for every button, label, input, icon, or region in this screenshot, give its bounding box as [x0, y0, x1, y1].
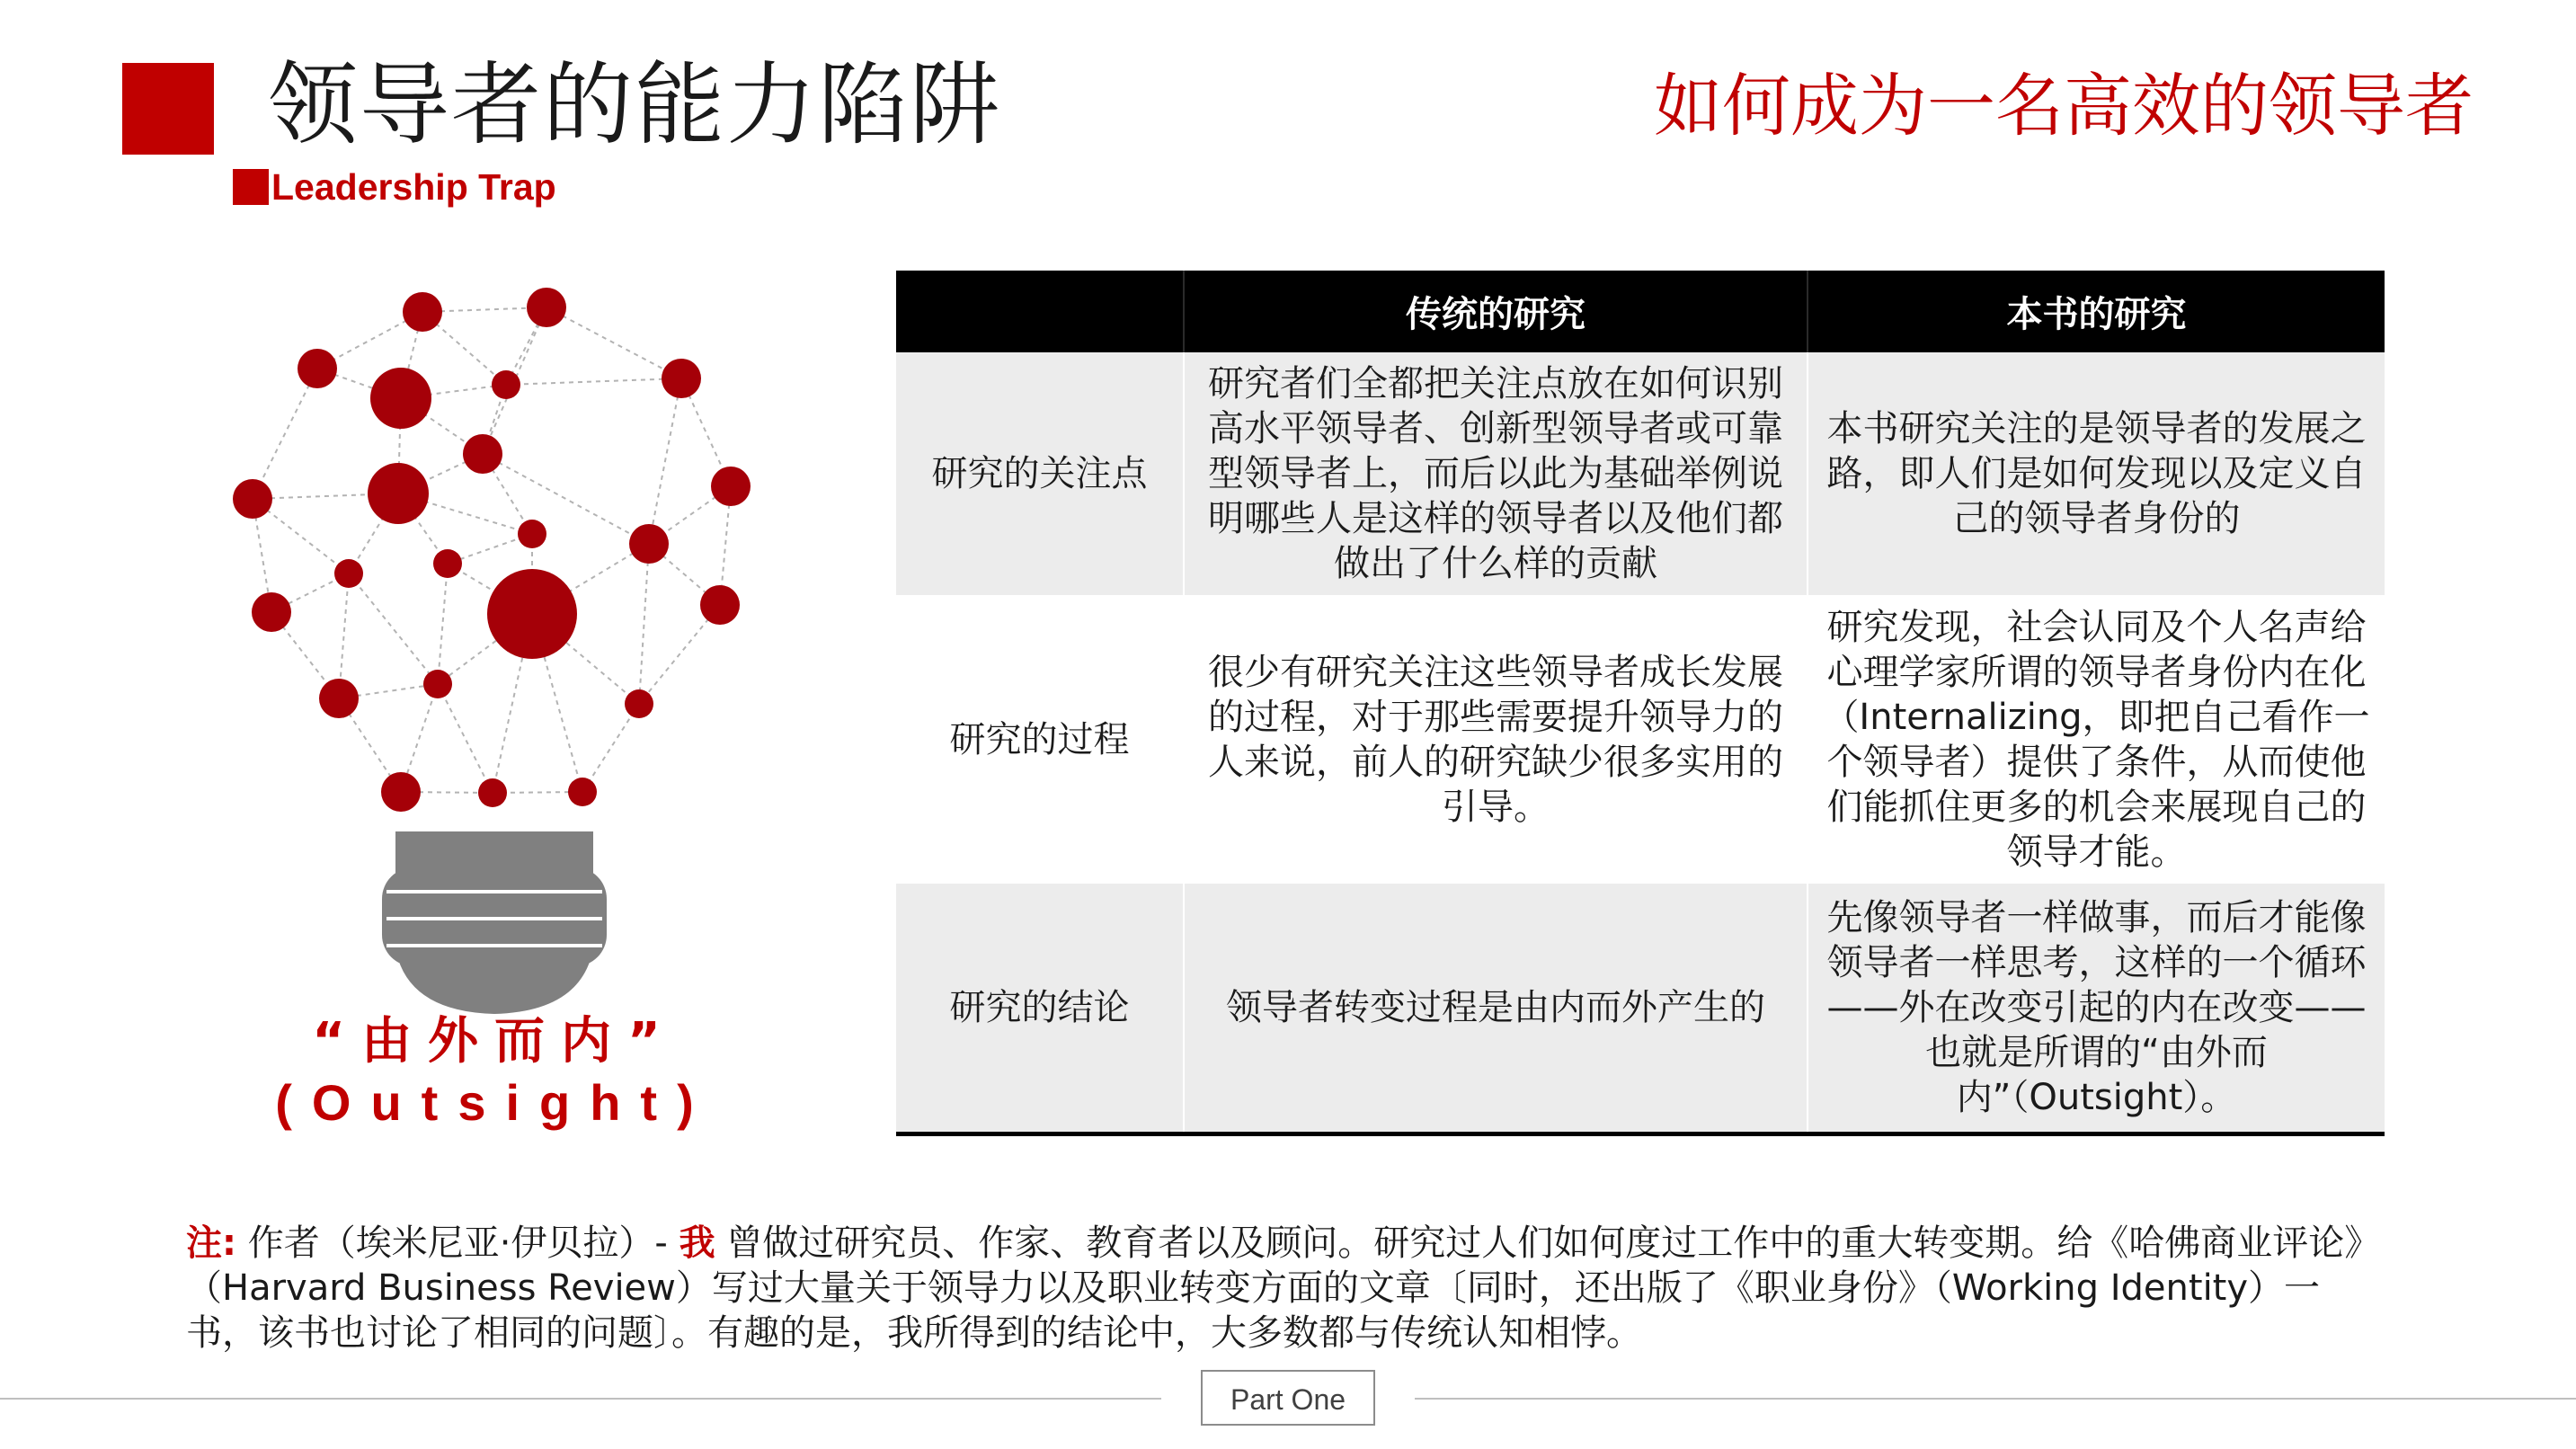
- network-nodes: [233, 288, 751, 812]
- table-header-row: [896, 271, 2385, 352]
- book-cell: 研究发现，社会认同及个人名声给心理学家所谓的领导者身份内在化（Internalizing，即把自己看作一个领导者）提供了条件，从而使他们能抓住更多的机会来展现自己的领导才能。: [1808, 595, 2385, 884]
- footer-divider-left: [0, 1398, 1161, 1400]
- row-label: 研究的关注点: [896, 352, 1184, 595]
- bulb-socket: [382, 831, 607, 1014]
- table-row: [896, 884, 2385, 1133]
- note-highlight: 我: [679, 1222, 715, 1264]
- subtitle-accent-square: [233, 169, 269, 205]
- header-traditional-research: 传统的研究: [1184, 271, 1808, 352]
- traditional-cell: 研究者们全都把关注点放在如何识别高水平领导者、创新型领导者或可靠型领导者上，而后以此为基础举例说明哪些人是这样的领导者以及他们都做出了什么样的贡献: [1184, 352, 1808, 595]
- note-text-part2: 曾做过研究员、作家、教育者以及顾问。研究过人们如何度过工作中的重大转变期。给《哈佛商业评论》（Harvard Business Review）写过大量关于领导力以及职业转变方面的文章〔同时，还出版了《职业身份》（Working Identity）一书，该书也讨论了相同的问题〕。有趣的是，我所得到的结论中，大多数都与传统认知相悖。: [186, 1222, 2363, 1354]
- comparison-table: [896, 271, 2385, 1136]
- row-label: 研究的结论: [896, 884, 1184, 1133]
- book-cell: 先像领导者一样做事，而后才能像领导者一样思考，这样的一个循环——外在改变引起的内在改变——也就是所谓的“由外而内”（Outsight）。: [1808, 884, 2385, 1133]
- bulb-caption: [216, 1011, 773, 1133]
- page-title: 领导者的能力陷阱: [268, 52, 1001, 157]
- note-text-part1: 作者（埃米尼亚·伊贝拉）-: [236, 1222, 680, 1264]
- part-one-label: Part One: [1201, 1370, 1375, 1426]
- caption-outsight-chinese: “由外而内”: [312, 1012, 677, 1071]
- lightbulb-network-illustration: [216, 270, 773, 1016]
- traditional-cell: 领导者转变过程是由内而外产生的: [1184, 884, 1808, 1133]
- row-label: 研究的过程: [896, 595, 1184, 884]
- page-subtitle: Leadership Trap: [271, 166, 556, 208]
- footer-divider-right: [1415, 1398, 2576, 1400]
- header-empty-cell: [896, 271, 1184, 352]
- table-row: [896, 352, 2385, 595]
- note-prefix: 注:: [186, 1222, 236, 1264]
- title-accent-block: [122, 63, 214, 155]
- caption-outsight-english: (Outsight): [275, 1074, 714, 1131]
- author-note: [186, 1221, 2379, 1356]
- book-cell: 本书研究关注的是领导者的发展之路，即人们是如何发现以及定义自己的领导者身份的: [1808, 352, 2385, 595]
- slogan-heading: 如何成为一名高效的领导者: [1654, 66, 2474, 146]
- table-row: [896, 595, 2385, 884]
- header-book-research: 本书的研究: [1808, 271, 2385, 352]
- traditional-cell: 很少有研究关注这些领导者成长发展的过程，对于那些需要提升领导力的人来说，前人的研究缺少很多实用的引导。: [1184, 595, 1808, 884]
